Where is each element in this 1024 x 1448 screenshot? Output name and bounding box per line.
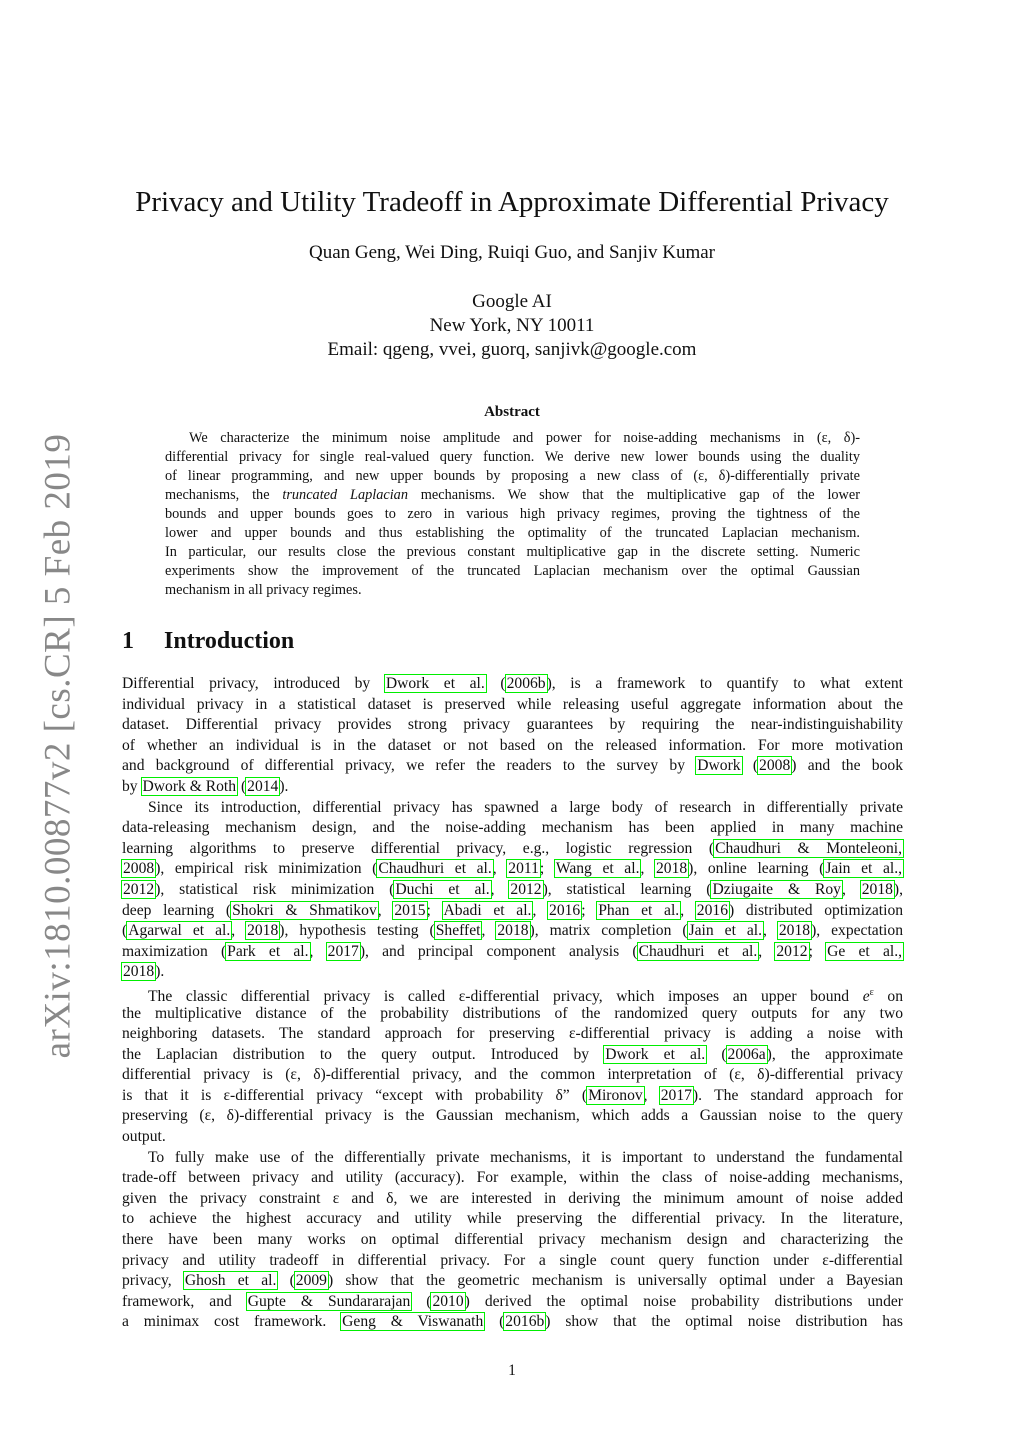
citation-link[interactable]: 2009 <box>295 1272 327 1290</box>
citation-link[interactable]: 2010 <box>432 1292 464 1310</box>
abstract-line: mechanisms, the truncated Laplacian mechanisms. We show that the multiplicative gap of the lower <box>165 487 860 503</box>
body-line: data-releasing mechanism design, and the noise-adding mechanism has been applied in many machine <box>122 819 903 837</box>
abstract-heading: Abstract <box>484 404 540 420</box>
body-line: there have been many works on optimal differential privacy mechanism design and characterizing the <box>122 1231 903 1249</box>
affiliation-email: Email: qgeng, vvei, guorq, sanjivk@google.com <box>327 339 697 360</box>
citation-link[interactable]: Dwork & Roth <box>142 777 237 795</box>
body-line: To fully make use of the differentially private mechanisms, it is important to understand the fundamental <box>148 1148 903 1166</box>
body-line: preserving (ε, δ)-differential privacy is the Gaussian mechanism, which adds a Gaussian noise to the query <box>122 1107 903 1125</box>
citation-link[interactable]: Dwork <box>697 757 741 775</box>
body-line: privacy and utility tradeoff in differential privacy. For a single count query function under ε-differential <box>122 1251 903 1269</box>
abstract-line: mechanism in all privacy regimes. <box>165 582 362 598</box>
page-number: 1 <box>508 1362 516 1379</box>
body-line: 2008), empirical risk minimization (Chaudhuri et al., 2011; Wang et al., 2018), online learning (Jain et al., <box>123 860 902 878</box>
citation-link[interactable]: 2015 <box>394 901 426 919</box>
affiliation-city: New York, NY 10011 <box>429 315 595 336</box>
citation-link[interactable]: Chaudhuri & Monteleoni, <box>715 839 902 857</box>
citation-link[interactable]: Wang et al. <box>555 860 640 878</box>
section-number: 1 <box>122 628 134 654</box>
citation-link[interactable]: 2008 <box>759 757 791 775</box>
citation-link[interactable]: 2012 <box>123 880 155 898</box>
citation-link[interactable]: 2018 <box>861 880 893 898</box>
citation-link[interactable]: Ge et al., <box>827 942 903 960</box>
citation-link[interactable]: Dwork et al. <box>385 675 485 692</box>
citation-link[interactable]: Dziugaite & Roy <box>712 880 841 898</box>
body-line: differential privacy is (ε, δ)-differential privacy, and the common interpretation of (ε, δ)-differential privacy <box>122 1066 903 1084</box>
citation-link[interactable]: Jain et al., <box>825 860 902 878</box>
body-line: output. <box>122 1128 166 1146</box>
body-line: a minimax cost framework. Geng & Viswanath (2016b) show that the optimal noise distribution has <box>122 1313 903 1331</box>
abstract-line: We characterize the minimum noise amplitude and power for noise-adding mechanisms in (ε, δ)- <box>189 430 860 446</box>
abstract-body <box>165 429 860 600</box>
citation-link[interactable]: Ghosh et al. <box>184 1272 277 1290</box>
citation-link[interactable]: 2018 <box>778 922 811 940</box>
citation-link[interactable]: Chaudhuri et al. <box>378 860 492 878</box>
affiliation-block <box>100 290 924 362</box>
citation-link[interactable]: 2006b <box>506 675 546 692</box>
citation-link[interactable]: Geng & Viswanath <box>342 1313 484 1331</box>
affiliation-org: Google AI <box>472 291 552 312</box>
citation-link[interactable]: 2017 <box>327 942 359 960</box>
abstract-line: of linear programming, and new upper bounds by proposing a new class of (ε, δ)-differentially private <box>165 468 860 484</box>
citation-link[interactable]: 2011 <box>508 860 539 878</box>
section-heading <box>122 628 294 655</box>
body-line: privacy, Ghosh et al. (2009) show that the geometric mechanism is universally optimal under a Bayesian <box>122 1272 903 1290</box>
citation-link[interactable]: 2016 <box>696 901 728 919</box>
citation-link[interactable]: 2012 <box>510 880 542 898</box>
citation-link[interactable]: 2016 <box>549 901 581 919</box>
body-line: 2012), statistical risk minimization (Duchi et al., 2012), statistical learning (Dziugaite & Roy, 2018), <box>123 880 903 898</box>
citation-link[interactable]: 2018 <box>655 860 688 878</box>
body-line: the Laplacian distribution to the query output. Introduced by Dwork et al. (2006a), the approximate <box>122 1045 903 1063</box>
citation-link[interactable]: 2006a <box>727 1045 766 1063</box>
citation-link[interactable]: 2017 <box>660 1086 692 1104</box>
body-line: of whether an individual is in the dataset or not based on the released information. For more motivation <box>122 736 903 754</box>
author-list: Quan Geng, Wei Ding, Ruiqi Guo, and Sanjiv Kumar <box>308 242 716 263</box>
abstract-line: experiments show the improvement of the truncated Laplacian mechanism over the optimal Gaussian <box>165 563 860 579</box>
citation-link[interactable]: 2012 <box>776 942 808 960</box>
body-line: dataset. Differential privacy provides strong privacy guarantees by requiring the near-indistinguishability <box>122 716 903 734</box>
citation-link[interactable]: 2018 <box>123 963 155 981</box>
citation-link[interactable]: Abadi et al. <box>443 901 532 919</box>
body-line: framework, and Gupte & Sundararajan (2010) derived the optimal noise probability distributions under <box>122 1292 903 1310</box>
body-line: Since its introduction, differential privacy has spawned a large body of research in differentially private <box>148 798 903 816</box>
body-line: The classic differential privacy is called ε-differential privacy, which imposes an upper bound $e^\varepsilon$ on <box>148 986 903 1006</box>
abstract-line: differential privacy for single real-valued query function. We derive new lower bounds using the duality <box>165 449 860 465</box>
citation-link[interactable]: Jain et al. <box>688 922 763 940</box>
abstract-line: In particular, our results close the previous constant multiplicative gap in the discrete setting. Numeric <box>165 544 860 560</box>
citation-link[interactable]: 2016b <box>505 1313 545 1331</box>
citation-link[interactable]: Agarwal et al. <box>128 922 231 940</box>
body-line: individual privacy in a statistical dataset is preserved while releasing useful aggregate information about the <box>122 695 903 713</box>
citation-link[interactable]: Sheffet <box>435 922 481 940</box>
arxiv-identifier-stamp: arXiv:1810.00877v2 [cs.CR] 5 Feb 2019 <box>37 433 79 1059</box>
body-line: trade-off between privacy and utility (accuracy). For example, within the class of noise-adding mechanisms, <box>122 1169 903 1187</box>
introduction-body <box>122 674 903 1333</box>
citation-link[interactable]: Dwork et al. <box>605 1045 706 1063</box>
citation-link[interactable]: Gupte & Sundararajan <box>247 1292 411 1310</box>
body-line: maximization (Park et al., 2017), and principal component analysis (Chaudhuri et al., 2012; Ge et al., <box>122 942 903 960</box>
citation-link[interactable]: 2018 <box>497 922 529 940</box>
body-line: and background of differential privacy, we refer the readers to the survey by Dwork (2008) and the book <box>122 757 903 775</box>
body-line: learning algorithms to preserve differential privacy, e.g., logistic regression (Chaudhuri & Monteleoni, <box>122 839 902 857</box>
citation-link[interactable]: 2008 <box>123 860 155 878</box>
citation-link[interactable]: Shokri & Shmatikov <box>232 901 377 919</box>
citation-link[interactable]: 2014 <box>247 777 279 795</box>
body-line: by Dwork & Roth (2014). <box>122 777 289 795</box>
citation-link[interactable]: Chaudhuri et al. <box>638 942 758 960</box>
citation-link[interactable]: Mironov <box>588 1086 643 1104</box>
abstract-line: lower and upper bounds and thus establishing the optimality of the truncated Laplacian mechanism. <box>165 525 860 541</box>
abstract-line: bounds and upper bounds goes to zero in various high privacy regimes, proving the tightness of the <box>165 506 860 522</box>
body-line: is that it is ε-differential privacy “except with probability δ” (Mironov, 2017). The standard approach for <box>122 1086 904 1104</box>
body-line: (Agarwal et al., 2018), hypothesis testing (Sheffet, 2018), matrix completion (Jain et al., 2018), expectation <box>122 922 903 940</box>
citation-link[interactable]: Park et al. <box>227 942 309 960</box>
body-line: deep learning (Shokri & Shmatikov, 2015; Abadi et al., 2016; Phan et al., 2016) distributed optimization <box>122 901 904 919</box>
body-line: 2018). <box>123 963 165 981</box>
citation-link[interactable]: 2018 <box>247 922 279 940</box>
citation-link[interactable]: Duchi et al. <box>395 880 490 898</box>
body-line: to achieve the highest accuracy and utility while preserving the differential privacy. In the literature, <box>122 1210 903 1228</box>
paper-title: Privacy and Utility Tradeoff in Approximate Differential Privacy <box>135 186 889 218</box>
body-line: neighboring datasets. The standard approach for preserving ε-differential privacy is adding a noise with <box>122 1025 903 1043</box>
body-line: Differential privacy, introduced by Dwork et al. (2006b), is a framework to quantify to what extent <box>122 675 903 692</box>
section-title: Introduction <box>164 628 295 654</box>
citation-link[interactable]: Phan et al. <box>598 901 680 919</box>
body-line: given the privacy constraint ε and δ, we are interested in deriving the minimum amount of noise added <box>122 1189 903 1207</box>
body-line: the multiplicative distance of the probability distributions of the randomized query outputs for any two <box>122 1004 903 1022</box>
